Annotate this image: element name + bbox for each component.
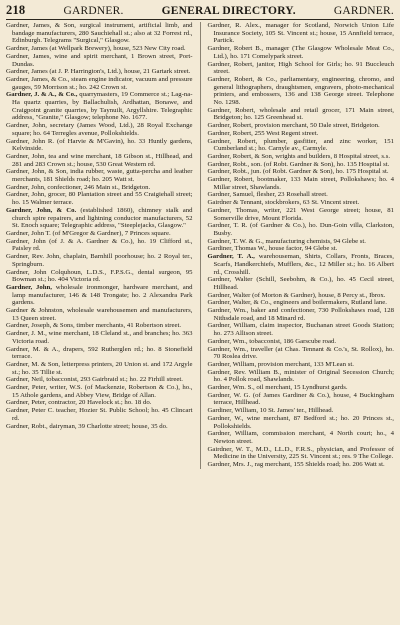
directory-entry — [6, 423, 193, 431]
entry-text: Gardner, John, grocer, 80 Plantation street and 55 Craigiehall street; ho. 15 Walmer terrace. — [6, 191, 193, 207]
entry-text: Gardner, William, commission merchant, 4 North court; ho., 4 Newton street. — [207, 430, 394, 445]
entry-text: Gardner, John (of J. & A. Gardner & Co.), ho. 19 Clifford st., Paisley rd. — [6, 237, 193, 253]
directory-entry — [6, 91, 193, 122]
directory-entry — [208, 107, 395, 122]
entry-text: Gardner, Peter C. teacher, Hozier St. Public School; ho. 45 Clincart rd. — [6, 407, 193, 422]
directory-columns — [6, 22, 394, 469]
entry-text: Gardner, Mrs. J., rag merchant, 155 Shields road; ho. 206 Watt st. — [207, 461, 385, 469]
entry-text: Gardner, Robt., jun. (of Robt. Gardner & Son), ho. 175 Hospital st. — [207, 168, 389, 176]
entry-name: Gardner, John, — [6, 283, 52, 291]
entry-text: Gardner, Wm., tobacconist, 186 Garscube road. — [207, 337, 337, 345]
entry-text: Gardner, John R. (of Harvie & M'Gavin), ho. 33 Huntly gardens, Kelvinside. — [6, 137, 193, 153]
directory-entry — [208, 415, 395, 430]
directory-entry — [208, 199, 395, 207]
directory-entry — [208, 392, 395, 407]
entry-text: Gardner, Walter (Schill, Seebohm, & Co.), ho. 45 Cecil street, Hillhead. — [207, 276, 394, 291]
directory-entry — [208, 253, 395, 276]
page-number: 218 — [6, 3, 26, 17]
entry-text: Gardner & Johnston, wholesale warehousemen and manufacturers, 13 Queen street. — [6, 307, 193, 322]
entry-text: Gardner, Samuel, flesher, 23 Rosehall street. — [207, 191, 328, 199]
entry-text: Gardner, Peter, contractor, 20 Havelock st.; ho. 18 do. — [6, 399, 152, 407]
entry-text: Gardiner, Thomas W., house factor, 94 Glebe st. — [207, 245, 338, 253]
entry-text: Gardner, M. & Son, letterpress printers, 20 Union st. and 172 Argyle st.; ho. 35 Tillie st. — [6, 360, 193, 376]
entry-text: Gardner, John, confectioner, 246 Main st., Bridgeton. — [6, 183, 151, 191]
directory-entry — [6, 322, 193, 330]
entry-text: quarrymasters, 19 Commerce st.; Lag-na-Ha quartz quarries, by Ballachulish, Ardhattan, Bonawe, and Craigpoint granite quarries, by Taynuilt, Argyllshire. Telegraphic address, "Granite," Glasgow; telephone No. 1677. — [12, 91, 193, 122]
directory-entry — [208, 446, 395, 461]
directory-entry — [6, 207, 193, 230]
directory-entry — [6, 184, 193, 192]
entry-text: Gardner, Rev. William B., minister of Original Secession Church; ho. 4 Pollok road, Shawlands. — [207, 368, 394, 384]
entry-text: Gardner, John T. (of M'Gregor & Gardner), 7 Princes square. — [6, 229, 171, 237]
entry-text: Gardner, T. W. & G., manufacturing chemists, 94 Glebe st. — [207, 237, 366, 245]
running-head-title: GENERAL DIRECTORY. — [161, 5, 296, 17]
directory-entry — [208, 45, 395, 60]
directory-entry — [208, 346, 395, 361]
entry-text: Gardiner, William, 10 St. James' ter., Hillhead. — [207, 407, 334, 415]
entry-text: Gardner, Robert, janitor, High School for Girls; ho. 91 Buccleuch street. — [207, 60, 394, 76]
entry-text: Gardner, Wm., traveller (at Chas. Tennant & Co.'s, St. Rollox), ho. 70 Roslea drive. — [207, 345, 394, 361]
entry-text: Gairdner & Tennant, stockbrokers, 63 St. Vincent street. — [207, 199, 360, 207]
entry-name: Gardner, J. & A., & Co., — [6, 91, 78, 99]
directory-entry — [208, 161, 395, 169]
running-head — [6, 3, 394, 20]
left-column — [6, 22, 193, 469]
directory-entry — [6, 45, 193, 53]
entry-text: Gardner, Robert B., manager (The Glasgow Wholesale Meat Co., Ltd.), ho. 171 Comelypark street. — [207, 45, 394, 60]
right-column — [208, 22, 395, 469]
directory-entry — [208, 22, 395, 45]
entry-text: Gardner, James (at Wellpark Brewery), house, 523 New City road. — [6, 45, 186, 53]
entry-text: Gardner, James, & Son, surgical instrument, artificial limb, and bandage manufacturers, 280 Sauchiehall st.; also at 32 Forrest rd., Edinburgh. Telegrams "Surgical," Glasgow. — [6, 22, 193, 45]
directory-entry — [208, 138, 395, 153]
directory-entry — [208, 61, 395, 76]
entry-text: Gardner, James, wine and spirit merchant, 1 Brown street, Port-Dundas. — [6, 52, 193, 68]
directory-entry — [6, 153, 193, 168]
directory-entry — [6, 76, 193, 91]
directory-entry — [208, 130, 395, 138]
entry-name: Gardner, John, & Co. — [6, 206, 77, 214]
entry-text: Gardner, Robert, plumber, gasfitter, and zinc worker, 151 Cumberland st.; ho. Carnyle av., Carmyle. — [207, 137, 394, 153]
directory-entry — [208, 191, 395, 199]
directory-entry — [208, 322, 395, 337]
entry-text: Gardner, James (at J. P. Harrington's, Ltd.), house, 21 Gartark street. — [6, 68, 191, 76]
directory-entry — [208, 307, 395, 322]
entry-text: Gardner, James, & Co., steam engine indicator, vacuum and pressure gauges, 59 Morrison st.; ho. 242 Crown st. — [6, 75, 193, 91]
entry-text: Gardner, Joseph, & Sons, timber merchants, 41 Robertson street. — [6, 322, 182, 330]
directory-entry — [6, 253, 193, 268]
directory-entry — [6, 384, 193, 399]
entry-text: Gardner, W. G. (of James Gardiner & Co.), house, 4 Buckingham terrace, Hillhead. — [207, 391, 394, 407]
directory-entry — [208, 238, 395, 246]
entry-text: Gardner, Robt., son. (of Robt. Gardner & Son), ho. 135 Hospital st. — [207, 160, 390, 168]
entry-text: Gardner, John, & Son, india rubber, waste, gutta-percha and leather merchants, 181 Shields road; ho. 205 Watt st. — [6, 168, 193, 184]
directory-entry — [208, 407, 395, 415]
entry-text: Gardner, W., wine merchant, 87 Bedford st.; ho. 20 Princes st., Pollokshields. — [207, 414, 394, 430]
running-head-right: GARDNER. — [333, 5, 394, 17]
directory-entry — [208, 176, 395, 191]
entry-text: Gardner, William, provision merchant, 133 M'Lean st. — [207, 360, 354, 368]
directory-entry — [208, 207, 395, 222]
directory-entry — [208, 369, 395, 384]
directory-entry — [208, 245, 395, 253]
entry-text: Gardner, Walter (of Morton & Gardner), house, 8 Percy st., Ibrox. — [207, 291, 386, 299]
entry-text: Gardner, Walter, & Co., engineers and boilermakers, Rutland lane. — [207, 299, 387, 307]
entry-text: Gardner, Wm., baker and confectioner, 730 Pollokshaws road, 128 Nithsdale road, and 18 Minard rd. — [207, 307, 394, 322]
entry-text: Gardner, John, secretary (James Wood, Ltd.), 28 Royal Exchange square; ho. 64 Terregles avenue, Pollokshields. — [6, 122, 193, 137]
directory-entry — [6, 407, 193, 422]
entry-text: wholesale ironmonger, hardware merchant, and lamp manufacturer, 146 & 148 Trongate; ho. 2 Alexandra Park gardens. — [12, 283, 193, 307]
directory-entry — [208, 361, 395, 369]
entry-text: Gardner, R. Alex., manager for Scotland, Norwich Union Life Insurance Society, 105 St. Vincent st.; house, 15 Annfield terrace, Partick. — [207, 22, 394, 45]
directory-entry — [6, 168, 193, 183]
entry-text: Gairdner, W. T., M.D., LL.D., F.R.S., physician, and Professor of Medicine in the University, 225 St. Vincent st.; res. 9 The College. — [207, 445, 394, 461]
directory-entry — [6, 330, 193, 345]
column-divider — [200, 22, 201, 469]
directory-entry — [208, 384, 395, 392]
entry-text: Gardner, M. & A., drapers, 592 Rutherglen rd.; ho. 8 Stonefield terrace. — [6, 345, 193, 361]
entry-text: Gardner, Robert, wholesale and retail grocer, 171 Main street, Bridgeton; ho. 125 Greenhead st. — [207, 106, 394, 122]
entry-text: Gardner, John, tea and wine merchant, 18 Gibson st., Hillhead, and 281 and 283 Crown st.; house, 530 Great Western rd. — [6, 152, 193, 168]
directory-entry — [208, 461, 395, 469]
directory-entry — [6, 230, 193, 238]
directory-entry — [6, 22, 193, 45]
entry-text: Gardner, Robert, & Son, wrights and builders, 8 Hospital street, s.s. — [207, 152, 391, 160]
directory-entry — [6, 122, 193, 137]
directory-entry — [6, 376, 193, 384]
directory-entry — [6, 307, 193, 322]
entry-text: warehouseman, Shirts, Collars, Fronts, Braces, Scarfs, Handkerchiefs, Mufflers, &c., 12 Miller st.; ho. 16 Albert rd., Crosshill. — [213, 253, 394, 276]
directory-entry — [208, 276, 395, 291]
entry-text: Gardner, William, claim inspector, Buchanan street Goods Station; ho. 273 Allison street. — [207, 322, 394, 338]
directory-entry — [6, 238, 193, 253]
entry-text: Gardner, Wm. S., oil merchant, 15 Lyndhurst gards. — [207, 384, 348, 392]
directory-entry — [6, 191, 193, 206]
directory-entry — [6, 399, 193, 407]
entry-text: Gardner, Robert, provision merchant, 50 Dale street, Bridgeton. — [207, 122, 380, 130]
entry-text: Gardner, John Colquhoun, L.D.S., F.P.S.G., dental surgeon, 95 Bowman st.; ho. 404 Victoria rd. — [6, 268, 193, 284]
directory-entry — [6, 284, 193, 307]
directory-entry — [208, 153, 395, 161]
directory-entry — [208, 299, 395, 307]
directory-entry — [208, 122, 395, 130]
directory-entry — [6, 68, 193, 76]
running-head-left: GARDNER. — [63, 5, 124, 17]
entry-text: Gardner, J. M., wine merchant, 18 Cleland st., and branches; ho. 363 Victoria road. — [6, 330, 193, 345]
entry-text: (established 1860), chimney stalk and church spire repairers, and lightning conductor manufacturers, 52 St. Enoch square; Telegraphic address, "Steeplejacks, Glasgow." — [12, 206, 193, 230]
directory-entry — [6, 361, 193, 376]
directory-entry — [6, 269, 193, 284]
entry-text: Gardner, Robert, 255 West Regent street. — [207, 129, 319, 137]
directory-entry — [6, 138, 193, 153]
directory-entry — [208, 76, 395, 107]
entry-text: Gardner, Robert, bootmaker, 133 Main street, Pollokshaws; ho. 4 Millar street, Shawlands. — [207, 176, 394, 191]
entry-name: Gardner, T. A., — [207, 253, 255, 261]
entry-text: Gardner, T. R. (of Gardner & Co.), ho. Dun-Goin villa, Clarkston, Busby. — [207, 222, 394, 237]
directory-entry — [208, 338, 395, 346]
entry-text: Gardner, Robt., dairyman, 39 Charlotte street; house, 35 do. — [6, 422, 168, 430]
directory-entry — [208, 430, 395, 445]
directory-entry — [6, 53, 193, 68]
directory-entry — [6, 346, 193, 361]
entry-text: Gardner, Rev. John, chaplain, Barnhill poorhouse; ho. 2 Royal ter., Springburn. — [6, 253, 193, 268]
entry-text: Gardner, Robert, & Co., parliamentary, engineering, chromo, and general lithographers, draughtsmen, engravers, photo-mechanical printers, and embossers, 136 and 138 George street. Telephone No. 1298. — [207, 75, 394, 107]
directory-entry — [208, 168, 395, 176]
entry-text: Gardner, Peter, writer, W.S. (of Mackenzie, Robertson & Co.), ho., 15 Athole gardens, and Abbey View, Bridge of Allan. — [6, 384, 193, 399]
entry-text: Gardner, Neil, tobacconist, 293 Gairbraid st.; ho. 22 Firhill street. — [6, 376, 183, 384]
entry-text: Gardner, Thomas, writer, 221 West George street; house, 81 Somerville drive, Mount Florida. — [207, 206, 394, 222]
directory-entry — [208, 292, 395, 300]
directory-entry — [208, 222, 395, 237]
